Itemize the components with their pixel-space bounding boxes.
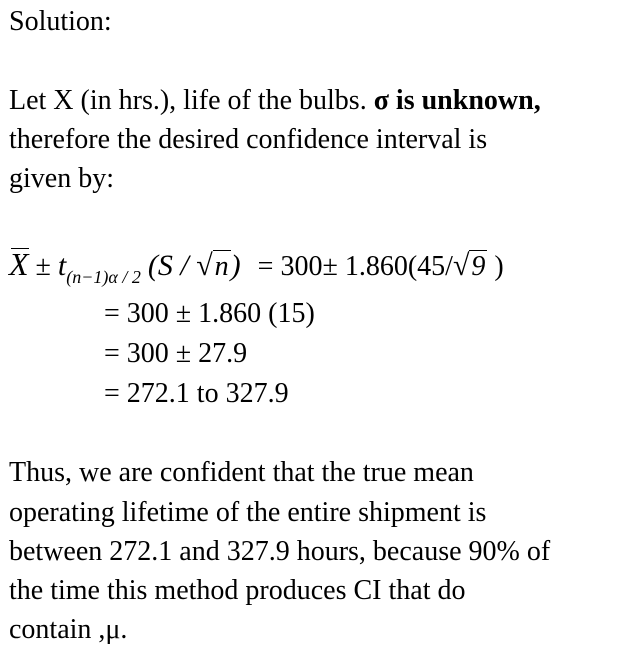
- plus-minus-symbol: ±: [35, 251, 51, 282]
- intro-line-1: [9, 87, 541, 115]
- rhs-prefix: = 300: [257, 251, 323, 282]
- close-paren: ): [230, 249, 241, 282]
- intro-line-2: therefore the desired confidence interval is: [9, 124, 488, 155]
- conclusion-line-5: contain ,μ.: [9, 614, 128, 645]
- rhs-close: ): [487, 251, 504, 282]
- step-line-3: = 272.1 to 327.9: [104, 378, 289, 409]
- s-over-text: (S /: [147, 249, 197, 282]
- sigma-unknown-text: σ is unknown,: [373, 85, 541, 116]
- solution-heading: Solution:: [9, 6, 112, 37]
- step-line-2: = 300 ± 27.9: [104, 338, 248, 369]
- t-symbol: t: [57, 249, 67, 282]
- sqrt-9: √9: [452, 249, 486, 282]
- conclusion-line-1: Thus, we are confident that the true mean: [9, 457, 474, 488]
- conclusion-line-2: operating lifetime of the entire shipment is: [9, 497, 487, 528]
- conclusion-line-3: between 272.1 and 327.9 hours, because 90% of: [9, 536, 551, 567]
- x-bar-symbol: X: [9, 246, 29, 282]
- rhs-plus-minus: ±: [322, 251, 338, 282]
- intro-text: Let X (in hrs.), life of the bulbs.: [9, 85, 374, 116]
- rhs-mid: 1.860(45/: [337, 251, 453, 282]
- intro-line-3: given by:: [9, 163, 114, 194]
- sqrt-n: √n: [196, 249, 229, 282]
- t-subscript: (n−1)α / 2: [66, 267, 141, 287]
- conclusion-line-4: the time this method produces CI that do: [9, 575, 466, 606]
- confidence-interval-formula: [9, 246, 504, 287]
- step-line-1: = 300 ± 1.860 (15): [104, 298, 315, 329]
